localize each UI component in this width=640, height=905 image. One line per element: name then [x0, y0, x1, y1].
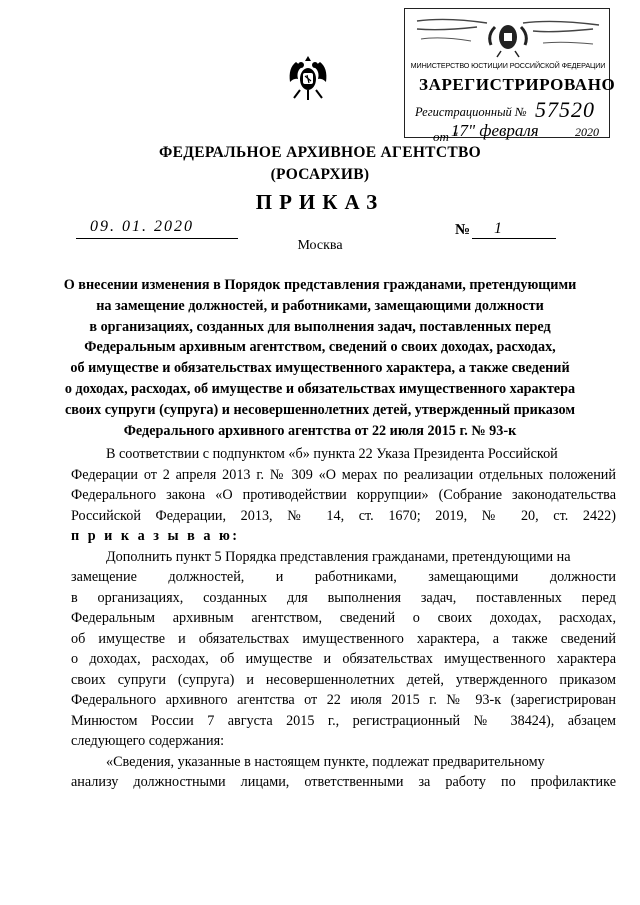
paragraph-line: Федерального архивного агентства от 22 июля 2015 г. № 93-к (зарегистрирован: [71, 692, 616, 708]
stamp-reg-number: 57520: [535, 97, 595, 122]
paragraph-line: Федеральным архивным агентством, сведений о своих доходах, расходах,: [71, 610, 616, 626]
title-line: Федерального архивного агентства от 22 июля 2015 г. № 93-к: [123, 422, 517, 439]
title-line: в организациях, созданных для выполнения задач, поставленных перед: [89, 318, 551, 335]
agency-abbrev: (РОСАРХИВ): [270, 166, 370, 183]
order-number: 1: [472, 220, 556, 239]
stamp-registered: ЗАРЕГИСТРИРОВАНО: [419, 75, 616, 94]
title-line: своих супруги (супруга) и несовершеннолетних детей, утвержденный приказом: [64, 401, 576, 418]
title-line: О внесении изменения в Порядок представления гражданами, претендующими: [63, 277, 577, 293]
stamp-date-prefix: от ": [433, 129, 458, 144]
stamp-date: 17" февраля: [451, 121, 539, 140]
document-type: ПРИКАЗ: [255, 190, 385, 214]
coat-of-arms-icon: [286, 52, 330, 106]
stamp-emblem-icon: [413, 15, 603, 59]
title-line: на замещение должностей, и работниками, замещающими должности: [96, 297, 544, 314]
order-number-label: №: [455, 222, 471, 238]
title-line: Федеральным архивным агентством, сведений о своих доходах, расходах,: [84, 339, 556, 356]
preamble-line: В соответствии с подпунктом «б» пункта 22 Указа Президента Российской: [106, 446, 558, 462]
preamble-line: Федерального закона «О противодействии коррупции» (Собрание законодательства: [71, 487, 616, 503]
order-body: [71, 444, 616, 793]
order-title: [40, 275, 600, 441]
paragraph-line: об имуществе и обязательствах имущественного характера, а также сведений: [71, 630, 616, 647]
paragraph-line: следующего содержания:: [71, 733, 225, 749]
agency-name-line: ФЕДЕРАЛЬНОЕ АРХИВНОЕ АГЕНТСТВО: [159, 144, 481, 161]
order-word: п р и к а з ы в а ю:: [71, 528, 240, 544]
registration-stamp: [404, 8, 616, 144]
paragraph-line: Дополнить пункт 5 Порядка представления гражданами, претендующими на: [106, 548, 571, 565]
order-date: 09. 01. 2020: [76, 218, 238, 239]
title-line: о доходах, расходах, об имуществе и обязательствах имущественного характера: [64, 380, 576, 397]
quote-line: анализу должностными лицами, ответственными за работу по профилактике: [71, 774, 616, 790]
paragraph-line: замещение должностей, и работниками, замещающими должности: [71, 569, 616, 585]
quote-line: «Сведения, указанные в настоящем пункте, подлежат предварительному: [106, 753, 545, 770]
preamble-line: Федерации от 2 апреля 2013 г. № 309 «О мерах по реализации отдельных положений: [71, 466, 616, 483]
paragraph-line: Минюстом России 7 августа 2015 г., регистрационный № 38424), абзацем: [71, 712, 616, 729]
stamp-year: 2020: [575, 125, 599, 139]
stamp-reg-label: Регистрационный №: [415, 105, 527, 119]
city: Москва: [297, 238, 343, 253]
stamp-ministry: МИНИСТЕРСТВО ЮСТИЦИИ РОССИЙСКОЙ ФЕДЕРАЦИИ: [410, 61, 606, 70]
title-line: об имуществе и обязательствах имущественного характера, а также сведений: [70, 360, 570, 377]
paragraph-line: о доходах, расходах, об имуществе и обязательствах имущественного характера: [71, 651, 616, 667]
agency-name: [0, 142, 640, 186]
preamble-line: Российской Федерации, 2013, № 14, ст. 1670; 2019, № 20, ст. 2422): [71, 507, 616, 524]
paragraph-line: своих супруги (супруга) и несовершеннолетних детей, утвержденного приказом: [71, 671, 616, 688]
paragraph-line: в организациях, созданных для выполнения задач, поставленных перед: [71, 589, 616, 606]
